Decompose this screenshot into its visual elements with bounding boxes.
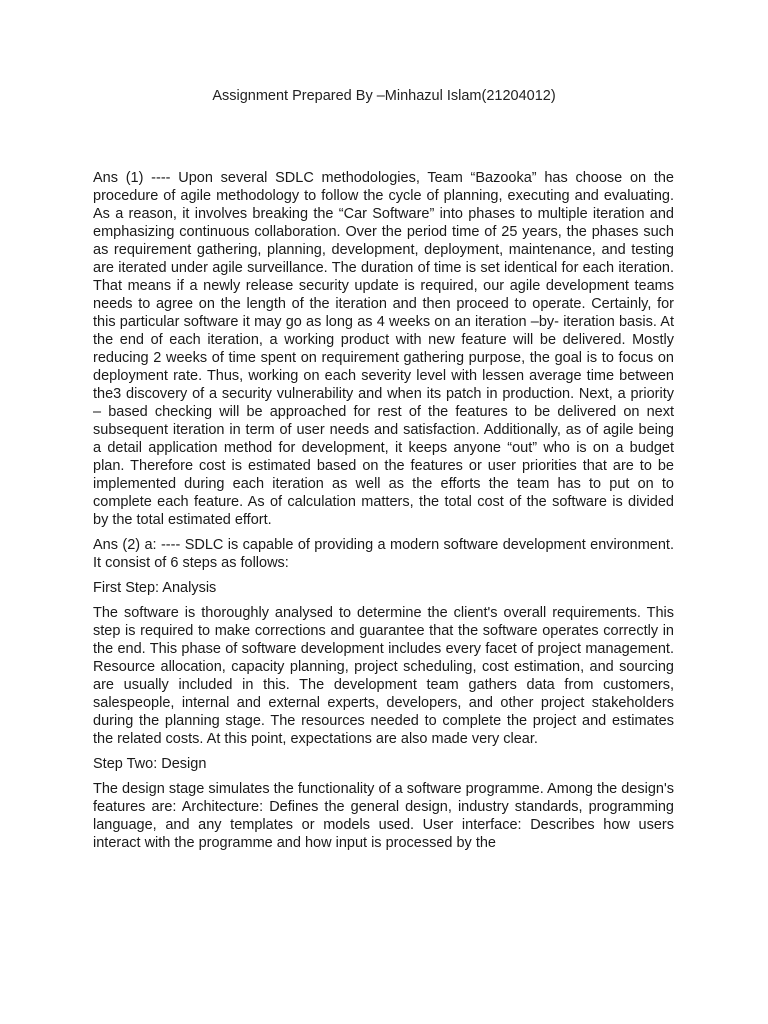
paragraph-analysis: The software is thoroughly analysed to determine the client's overall requirements. This step is required to make corrections and guarantee that the software operates correctly in the end. This phase of software development includes every facet of project management. Resource allocation, capacity planning, project scheduling, cost estimation, and sourcing are usually included in this. The development team gathers data from customers, salespeople, internal and external experts, developers, and other project stakeholders during the planning stage. The resources needed to complete the project and estimates the related costs. At this point, expectations are also made very clear. [93,605,674,747]
paragraph-design: The design stage simulates the functionality of a software programme. Among the design's features are: Architecture: Defines the general design, industry standards, programming language, and any templates or models used. User interface: Describes how users interact with the programme and how input is processed by the [93,781,674,851]
paragraph-ans-2a: Ans (2) a: ---- SDLC is capable of providing a modern software development environment. It consist of 6 steps as follows: [93,537,674,571]
paragraph-ans-1: Ans (1) ---- Upon several SDLC methodologies, Team “Bazooka” has choose on the procedure of agile methodology to follow the cycle of planning, executing and evaluating. As a reason, it involves breaking the “Car Software” into phases to multiple iteration and emphasizing continuous collaboration. Over the period time of 25 years, the phases such as requirement gathering, planning, development, deployment, maintenance, and testing are iterated under agile surveillance. The duration of time is set identical for each iteration. That means if a newly release security update is required, our agile development teams needs to agree on the length of the iteration and then proceed to operate. Certainly, for this particular software it may go as long as 4 weeks on an iteration –by- iteration basis. At the end of each iteration, a working product with new feature will be delivered. Mostly reducing 2 weeks of time spent on requirement gathering purpose, the goal is to focus on deployment rate. Thus, working on each severity level with lessen average time between the3 discovery of a security vulnerability and when its patch in production. Next, a priority – based checking will be approached for rest of the features to be delivered on next subsequent iteration in term of user needs and satisfaction. Additionally, as of agile being a detail application method for development, it keeps anyone “out” who is on a budget plan. Therefore cost is estimated based on the features or user priorities that are to be implemented during each iteration as well as the efforts the team has to put on to complete each feature. As of calculation matters, the total cost of the software is divided by the total estimated effort. [93,170,674,528]
section-heading-design: Step Two: Design [93,756,207,772]
document-body [93,169,674,852]
section-heading-analysis: First Step: Analysis [93,580,217,596]
document-title: Assignment Prepared By –Minhazul Islam(21204012) [212,88,556,104]
